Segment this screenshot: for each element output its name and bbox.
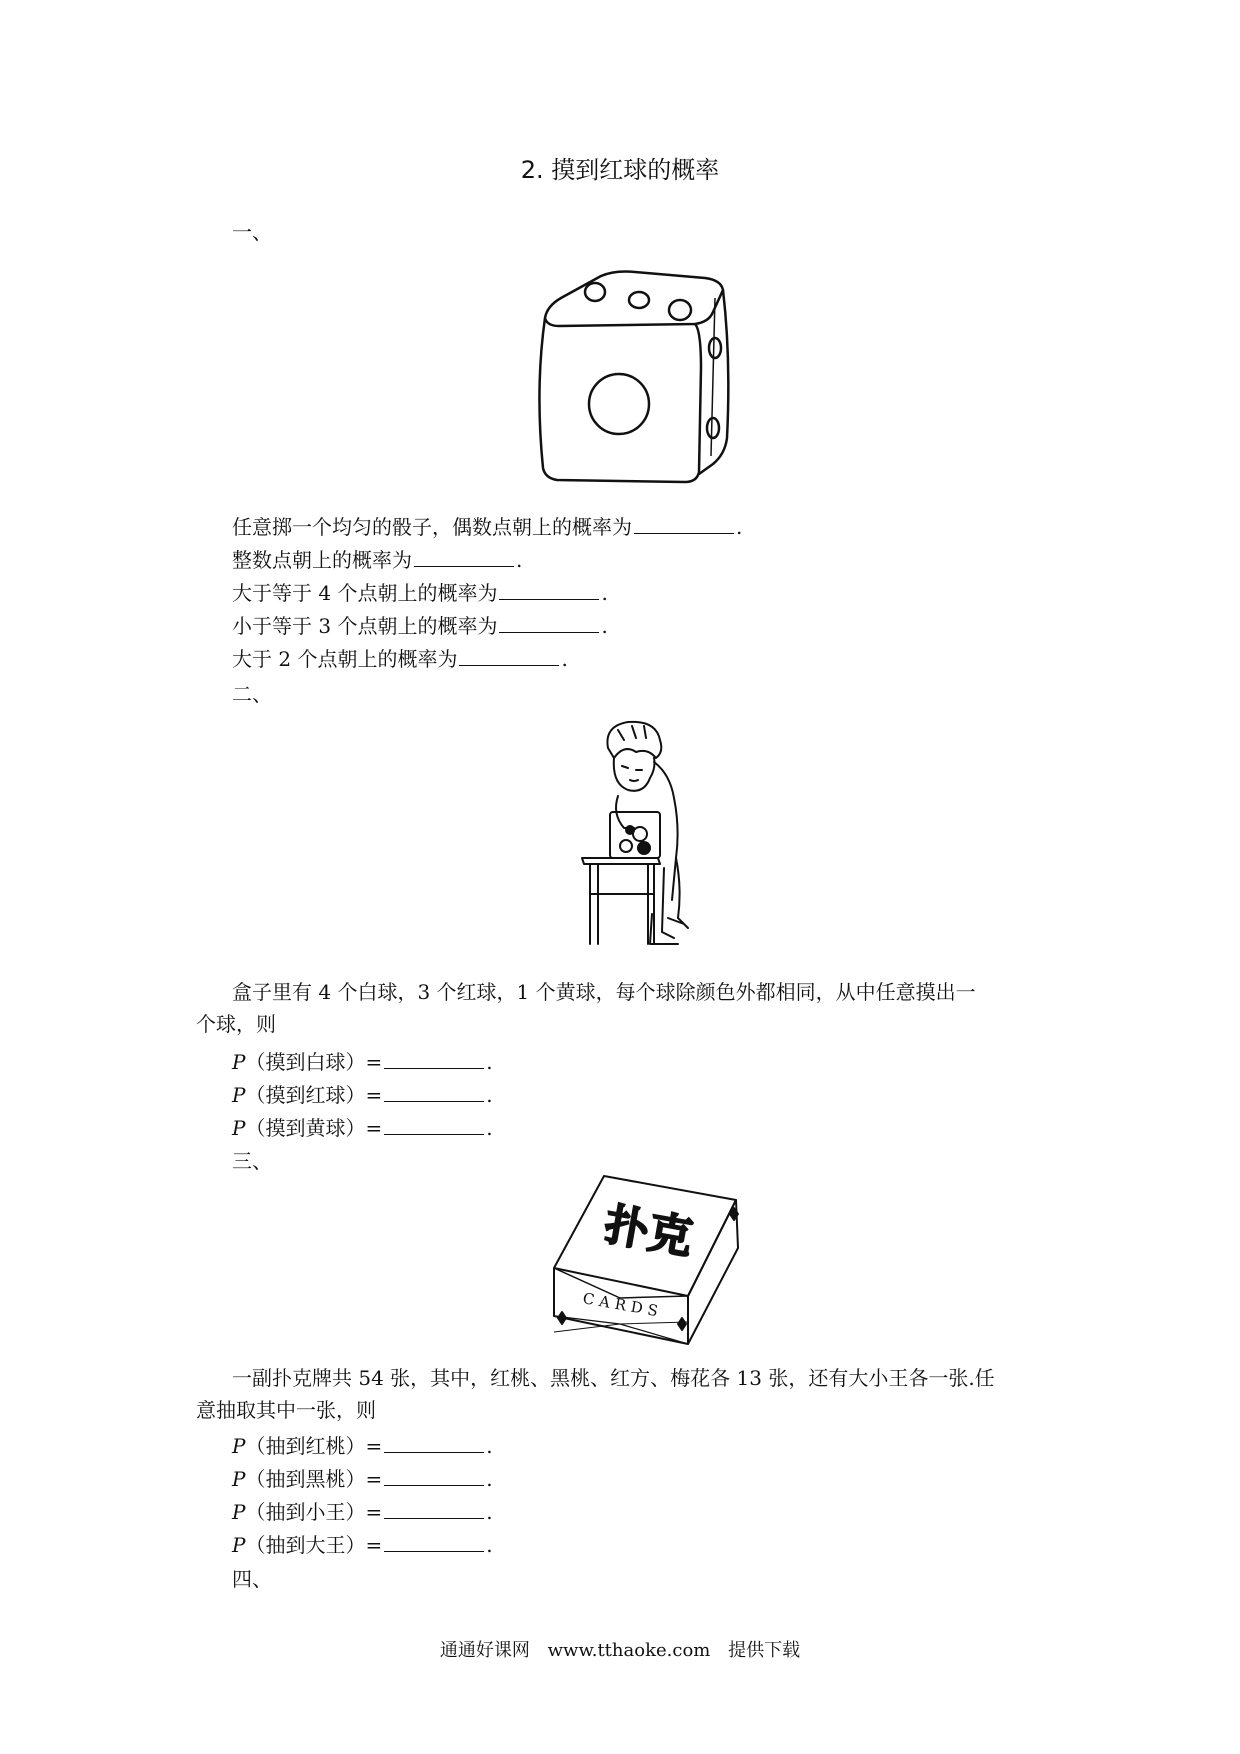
- answer-blank[interactable]: [384, 1531, 484, 1552]
- question-1-line-2: 整数点朝上的概率为 .: [232, 548, 523, 572]
- question-3-intro: 一副扑克牌共 54 张，其中，红桃、黑桃、红方、梅花各 13 张，还有大小王各一张.任 意抽取其中一张，则: [196, 1366, 995, 1422]
- answer-blank[interactable]: [499, 612, 599, 633]
- answer-blank[interactable]: [384, 1048, 484, 1069]
- boy-with-box-icon: [578, 718, 708, 950]
- question-2-item-1: P（摸到白球）= .: [232, 1050, 493, 1074]
- answer-blank[interactable]: [499, 579, 599, 600]
- answer-blank[interactable]: [384, 1498, 484, 1519]
- footer-note: 提供下载: [728, 1640, 801, 1661]
- playing-cards-box-icon: [548, 1172, 748, 1350]
- answer-blank[interactable]: [414, 546, 514, 567]
- question-1-line-5: 大于 2 个点朝上的概率为 .: [232, 647, 568, 671]
- dice-icon: [525, 268, 755, 494]
- card-box-subtitle: CARDS: [581, 1289, 665, 1321]
- question-2-item-2: P（摸到红球）= .: [232, 1083, 493, 1107]
- answer-blank[interactable]: [384, 1465, 484, 1486]
- question-3-item-2: P（抽到黑桃）= .: [232, 1467, 493, 1491]
- footer-url[interactable]: www.tthaoke.com: [547, 1640, 711, 1661]
- question-1-line-3: 大于等于 4 个点朝上的概率为 .: [232, 581, 608, 605]
- page-footer: [0, 1636, 1240, 1662]
- answer-blank[interactable]: [634, 513, 734, 534]
- question-1-line-4: 小于等于 3 个点朝上的概率为 .: [232, 614, 608, 638]
- question-2-item-3: P（摸到黄球）= .: [232, 1116, 493, 1140]
- answer-blank[interactable]: [384, 1432, 484, 1453]
- question-3-item-1: P（抽到红桃）= .: [232, 1434, 493, 1458]
- question-3-item-4: P（抽到大王）= .: [232, 1533, 493, 1557]
- section-2-label: 二、: [232, 682, 272, 706]
- section-3-label: 三、: [232, 1149, 272, 1173]
- section-4-label: 四、: [232, 1567, 272, 1591]
- answer-blank[interactable]: [459, 645, 559, 666]
- section-1-label: 一、: [232, 220, 272, 244]
- card-box-title: 扑克: [600, 1198, 697, 1265]
- answer-blank[interactable]: [384, 1081, 484, 1102]
- question-1-line-1: 任意掷一个均匀的骰子，偶数点朝上的概率为 .: [232, 515, 743, 539]
- answer-blank[interactable]: [384, 1114, 484, 1135]
- question-2-intro: 盒子里有 4 个白球，3 个红球，1 个黄球，每个球除颜色外都相同，从中任意摸出一 个球，则: [196, 980, 976, 1036]
- footer-site-name: 通通好课网: [439, 1640, 530, 1661]
- page-title: 2. 摸到红球的概率: [520, 156, 720, 184]
- question-3-item-3: P（抽到小王）= .: [232, 1500, 493, 1524]
